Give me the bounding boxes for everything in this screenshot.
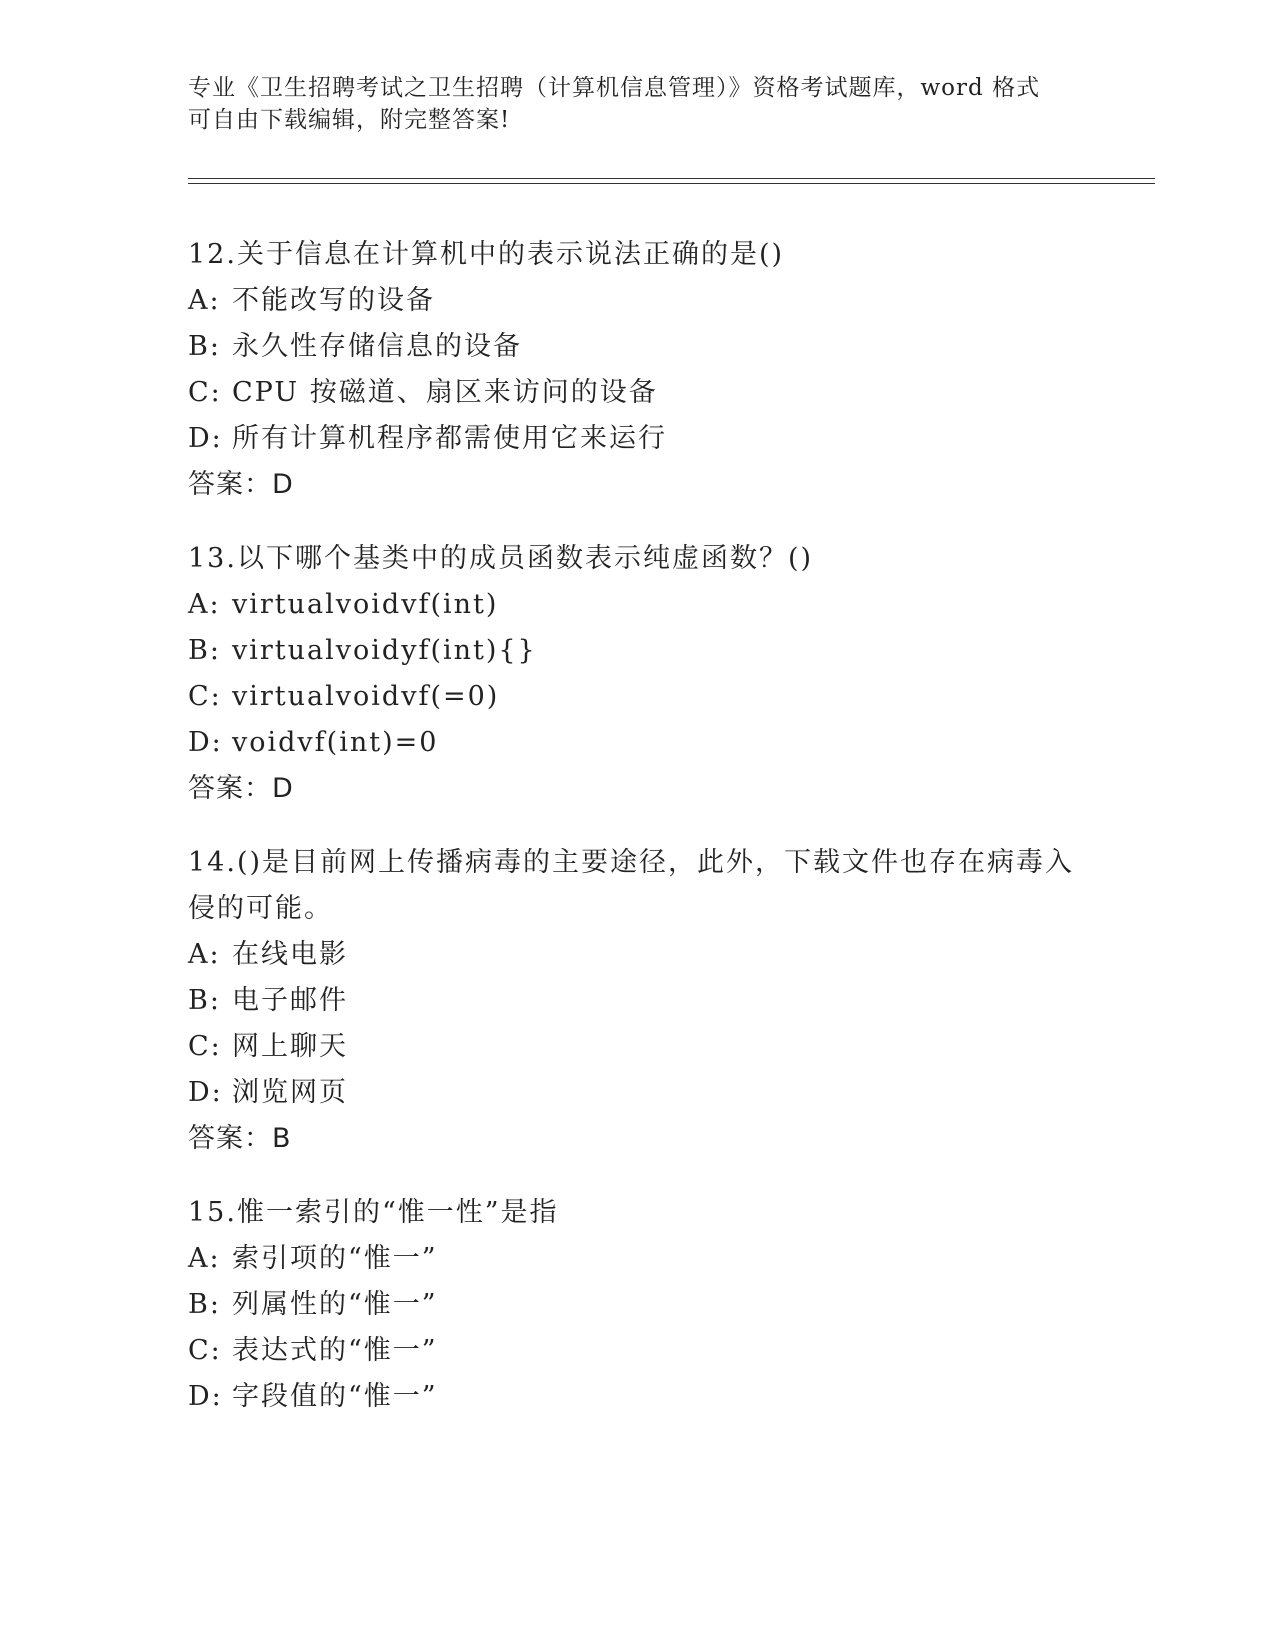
question-15	[188, 1190, 1088, 1420]
option-letter: A:	[188, 589, 221, 620]
option-a	[188, 932, 1088, 978]
option-b	[188, 324, 1088, 370]
option-letter: B:	[188, 1289, 221, 1320]
option-text: virtualvoidvf(=0)	[232, 681, 500, 712]
answer-line: 答案：D	[188, 469, 294, 500]
question-14	[188, 840, 1088, 1162]
option-d	[188, 1374, 1088, 1420]
header-line-1: 专业《卫生招聘考试之卫生招聘（计算机信息管理）》资格考试题库，word 格式	[188, 75, 1041, 101]
option-b	[188, 978, 1088, 1024]
option-text: virtualvoidyf(int){}	[232, 635, 537, 666]
question-list	[188, 232, 1088, 1448]
option-letter: B:	[188, 985, 221, 1016]
option-letter: A:	[188, 1243, 221, 1274]
option-d	[188, 416, 1088, 462]
option-text: voidvf(int)=0	[232, 727, 439, 758]
option-letter: C:	[188, 1335, 222, 1366]
option-c	[188, 674, 1088, 720]
question-13	[188, 536, 1088, 812]
option-c	[188, 1328, 1088, 1374]
option-text: 列属性的“惟一”	[232, 1289, 438, 1320]
option-text: 浏览网页	[232, 1077, 348, 1108]
option-a	[188, 1236, 1088, 1282]
option-text: 不能改写的设备	[232, 285, 435, 316]
option-letter: B:	[188, 331, 221, 362]
option-text: 网上聊天	[232, 1031, 348, 1062]
option-d	[188, 1070, 1088, 1116]
document-header	[188, 72, 1088, 136]
question-stem: 14.()是目前网上传播病毒的主要途径，此外，下载文件也存在病毒入侵的可能。	[188, 847, 1075, 924]
option-letter: D:	[188, 423, 223, 454]
option-text: 永久性存储信息的设备	[232, 331, 522, 362]
option-letter: D:	[188, 1077, 223, 1108]
option-text: virtualvoidvf(int)	[232, 589, 499, 620]
option-letter: D:	[188, 1381, 223, 1412]
header-divider-bottom	[188, 183, 1155, 184]
option-text: 字段值的“惟一”	[232, 1381, 438, 1412]
question-12	[188, 232, 1088, 508]
answer-line: 答案：D	[188, 773, 294, 804]
header-divider-top	[188, 178, 1155, 179]
option-text: 索引项的“惟一”	[232, 1243, 438, 1274]
option-a	[188, 278, 1088, 324]
option-letter: A:	[188, 939, 221, 970]
option-a	[188, 582, 1088, 628]
option-c	[188, 1024, 1088, 1070]
question-stem: 15.惟一索引的“惟一性”是指	[188, 1197, 559, 1228]
option-letter: B:	[188, 635, 221, 666]
option-text: 所有计算机程序都需使用它来运行	[232, 423, 667, 454]
option-b	[188, 1282, 1088, 1328]
option-letter: C:	[188, 1031, 222, 1062]
option-letter: A:	[188, 285, 221, 316]
header-line-2: 可自由下载编辑，附完整答案!	[188, 107, 511, 133]
option-letter: C:	[188, 681, 222, 712]
option-letter: D:	[188, 727, 223, 758]
option-b	[188, 628, 1088, 674]
option-c	[188, 370, 1088, 416]
option-d	[188, 720, 1088, 766]
answer-line: 答案：B	[188, 1123, 292, 1154]
option-text: 在线电影	[232, 939, 348, 970]
option-text: 表达式的“惟一”	[232, 1335, 438, 1366]
option-text: CPU 按磁道、扇区来访问的设备	[232, 377, 658, 408]
question-stem: 12.关于信息在计算机中的表示说法正确的是()	[188, 239, 785, 270]
question-stem: 13.以下哪个基类中的成员函数表示纯虚函数？()	[188, 543, 814, 574]
option-text: 电子邮件	[232, 985, 348, 1016]
option-letter: C:	[188, 377, 222, 408]
